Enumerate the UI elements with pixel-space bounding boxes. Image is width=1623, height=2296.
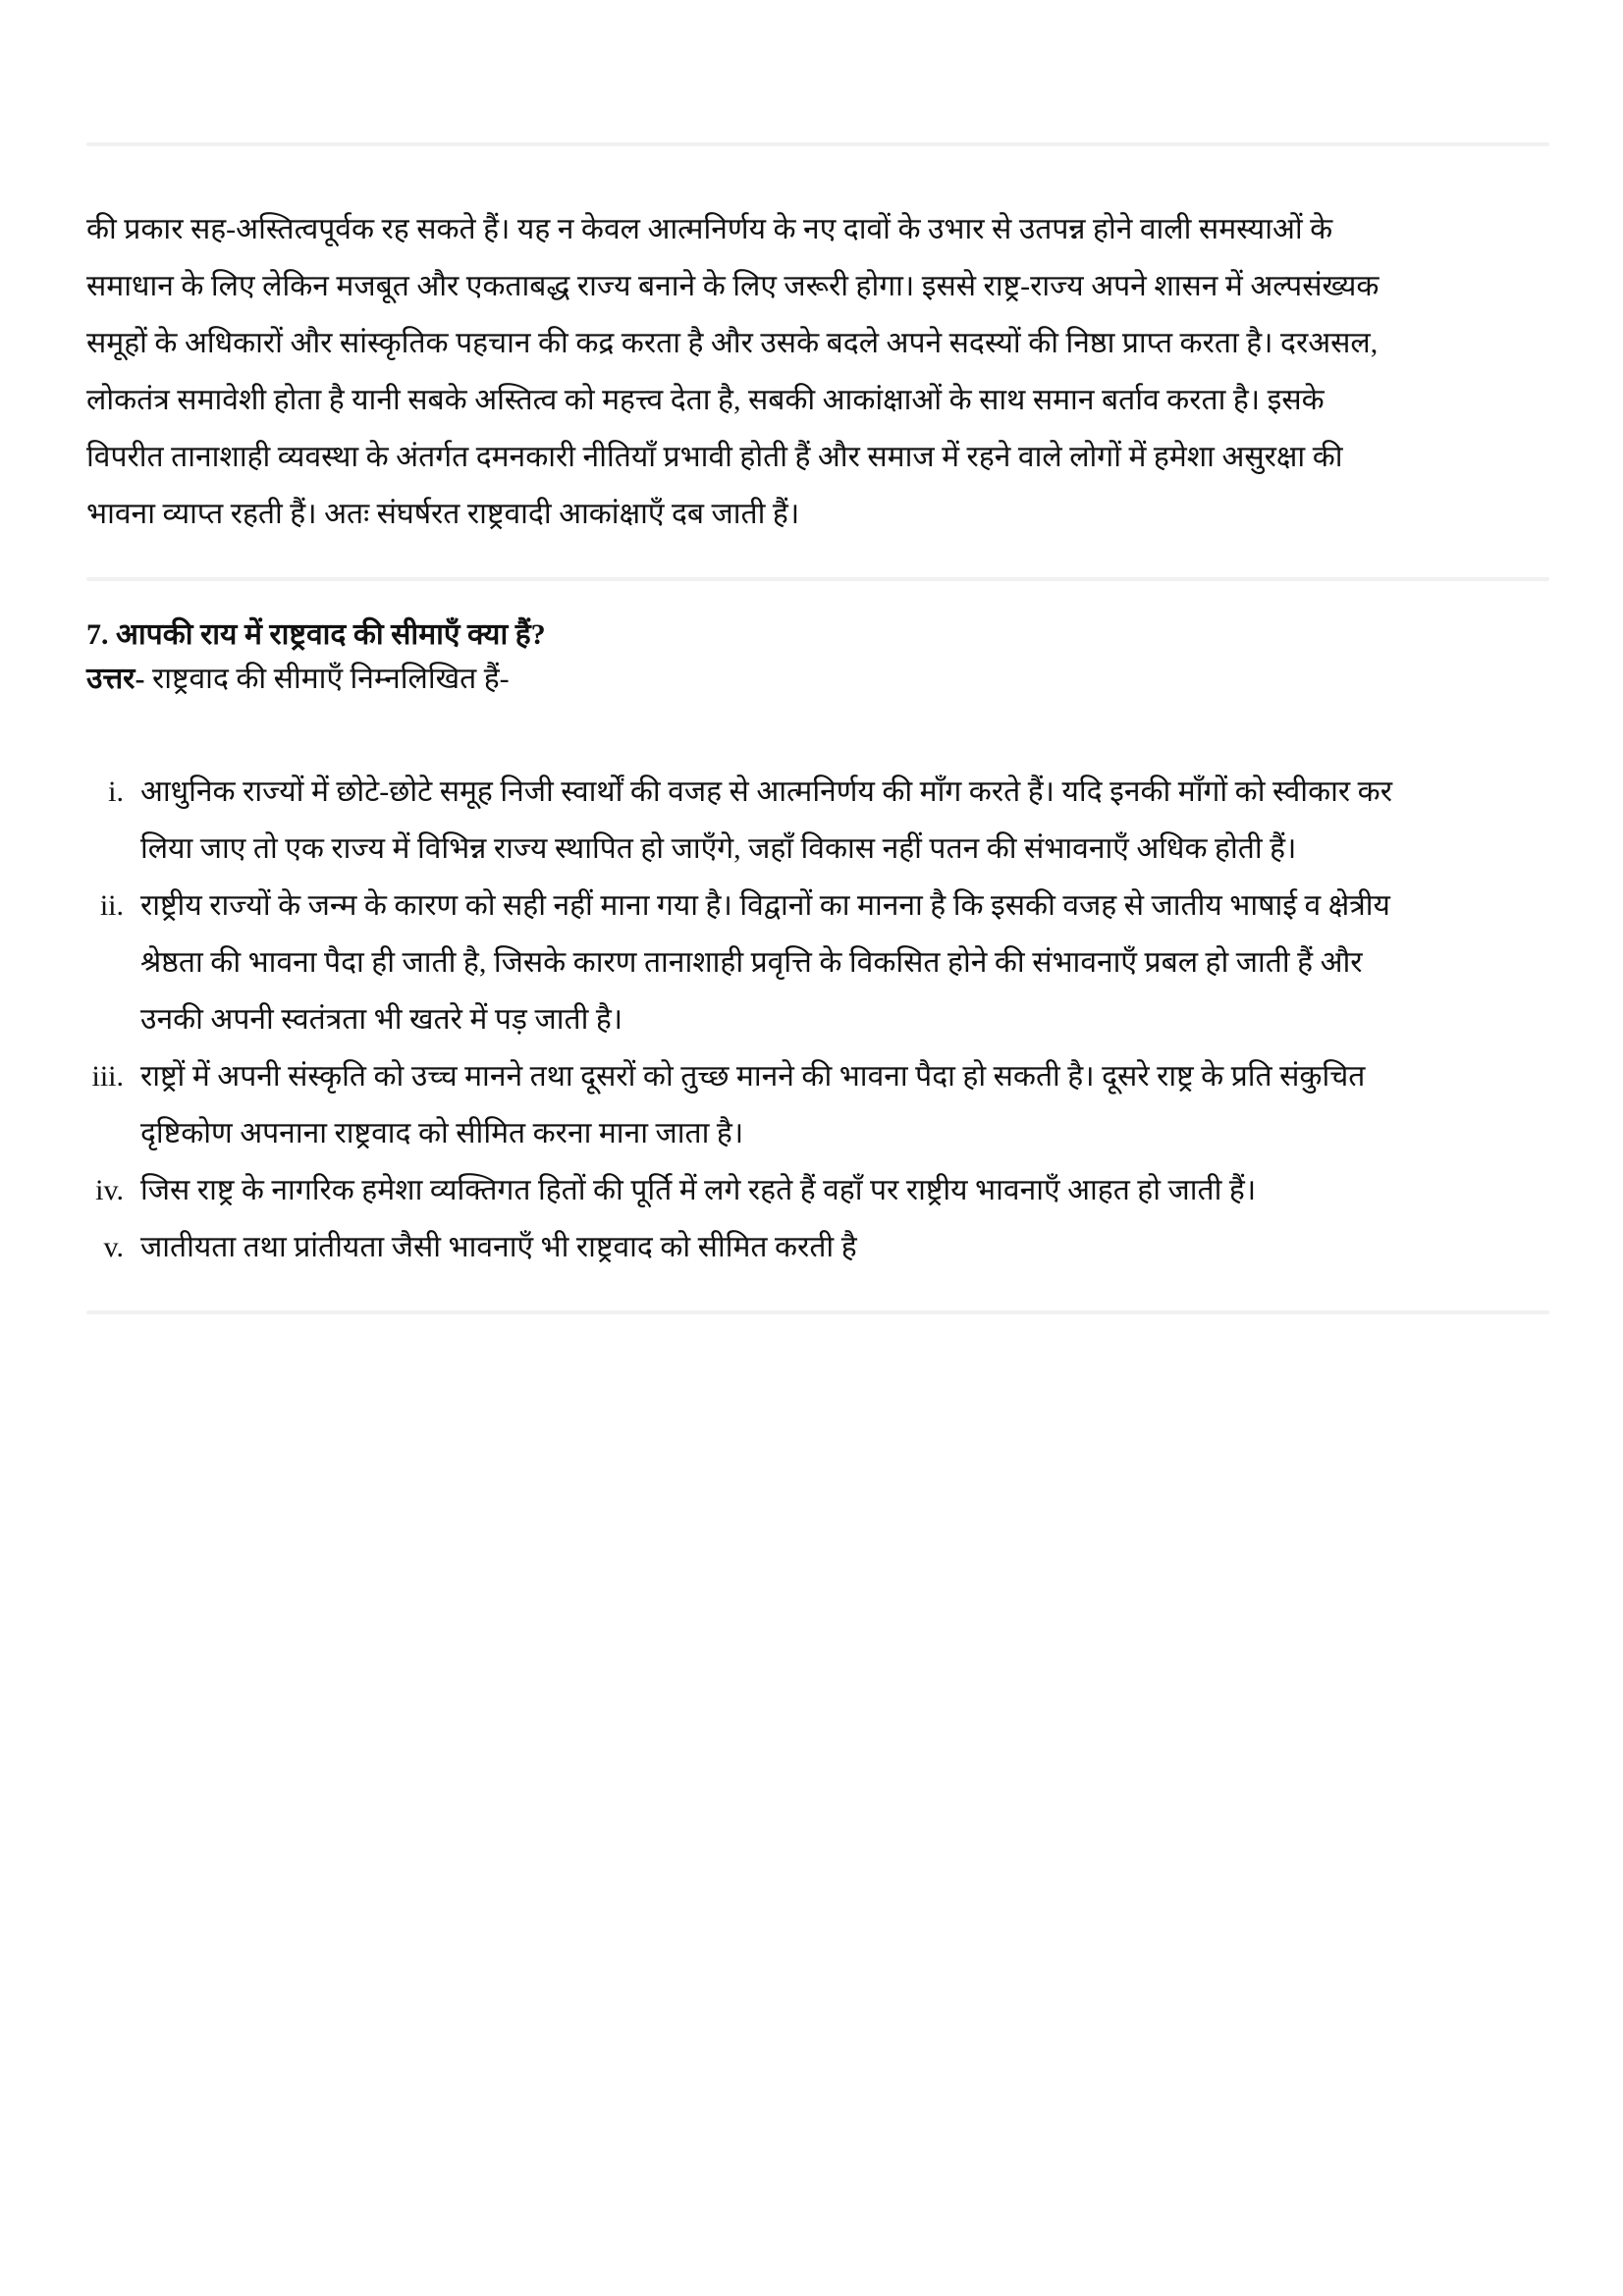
list-item — [86, 878, 1549, 1048]
list-item — [86, 1048, 1549, 1162]
list-item-line: आधुनिक राज्यों में छोटे-छोटे समूह निजी स्वार्थों की वजह से आत्मनिर्णय की माँग करते हैं। यदि इनकी माँगों को स्वीकार कर — [140, 775, 1392, 808]
list-item — [86, 764, 1549, 878]
list-marker: i. — [108, 775, 124, 808]
list-item-line: जिस राष्ट्र के नागरिक हमेशा व्यक्तिगत हितों की पूर्ति में लगे रहते हैं वहाँ पर राष्ट्रीय भावनाएँ आहत हो जाती हैं। — [140, 1174, 1257, 1206]
question-number: 7. — [86, 618, 109, 651]
paragraph-line: की प्रकार सह-अस्तित्वपूर्वक रह सकते हैं। यह न केवल आत्मनिर्णय के नए दावों के उभार से उतपन्न होने वाली समस्याओं के — [86, 213, 1333, 245]
paragraph-line: लोकतंत्र समावेशी होता है यानी सबके अस्तित्व को महत्त्व देता है, सबकी आकांक्षाओं के साथ समान बर्ताव करता है। इसके — [86, 384, 1325, 416]
list-item-line: राष्ट्रीय राज्यों के जन्म के कारण को सही नहीं माना गया है। विद्वानों का मानना है कि इसकी वजह से जातीय भाषाई व क्षेत्रीय — [140, 889, 1390, 922]
answer-label: उत्तर- — [86, 663, 145, 695]
section-divider-bottom — [86, 1310, 1549, 1314]
list-item-line: श्रेष्ठता की भावना पैदा ही जाती है, जिसके कारण तानाशाही प्रवृत्ति के विकसित होने की संभावनाएँ प्रबल हो जाती हैं और — [140, 946, 1363, 979]
list-marker: ii. — [99, 889, 124, 922]
list-item — [86, 1219, 1549, 1276]
continuation-paragraph — [86, 201, 1549, 543]
answer-intro — [86, 658, 510, 701]
limitations-list — [86, 764, 1549, 1276]
section-divider-middle — [86, 577, 1549, 581]
paragraph-line: विपरीत तानाशाही व्यवस्था के अंतर्गत दमनकारी नीतियाँ प्रभावी होती हैं और समाज में रहने वाले लोगों में हमेशा असुरक्षा की — [86, 441, 1343, 473]
paragraph-line: समाधान के लिए लेकिन मजबूत और एकताबद्ध राज्य बनाने के लिए जरूरी होगा। इससे राष्ट्र-राज्य अपने शासन में अल्पसंख्यक — [86, 270, 1380, 302]
question-text: आपकी राय में राष्ट्रवाद की सीमाएँ क्या हैं? — [116, 618, 546, 651]
list-item-line: उनकी अपनी स्वतंत्रता भी खतरे में पड़ जाती है। — [140, 1003, 623, 1036]
list-marker: iii. — [91, 1060, 124, 1093]
answer-intro-text: राष्ट्रवाद की सीमाएँ निम्नलिखित हैं- — [144, 663, 510, 695]
list-item-line: राष्ट्रों में अपनी संस्कृति को उच्च मानने तथा दूसरों को तुच्छ मानने की भावना पैदा हो सकती है। दूसरे राष्ट्र के प्रति संकुचित — [140, 1060, 1366, 1093]
paragraph-line: भावना व्याप्त रहती हैं। अतः संघर्षरत राष्ट्रवादी आकांक्षाएँ दब जाती हैं। — [86, 498, 800, 530]
question-heading — [86, 614, 546, 657]
list-item-line: लिया जाए तो एक राज्य में विभिन्न राज्य स्थापित हो जाएँगे, जहाँ विकास नहीं पतन की संभावनाएँ अधिक होती हैं। — [140, 832, 1297, 865]
list-marker: iv. — [95, 1174, 124, 1206]
list-item — [86, 1162, 1549, 1219]
list-marker: v. — [103, 1231, 124, 1263]
section-divider-top — [86, 142, 1549, 146]
list-item-line: दृष्टिकोण अपनाना राष्ट्रवाद को सीमित करना माना जाता है। — [140, 1117, 744, 1149]
paragraph-line: समूहों के अधिकारों और सांस्कृतिक पहचान की कद्र करता है और उसके बदले अपने सदस्यों की निष्ठा प्राप्त करता है। दरअसल, — [86, 327, 1379, 359]
list-item-line: जातीयता तथा प्रांतीयता जैसी भावनाएँ भी राष्ट्रवाद को सीमित करती है — [140, 1231, 857, 1263]
